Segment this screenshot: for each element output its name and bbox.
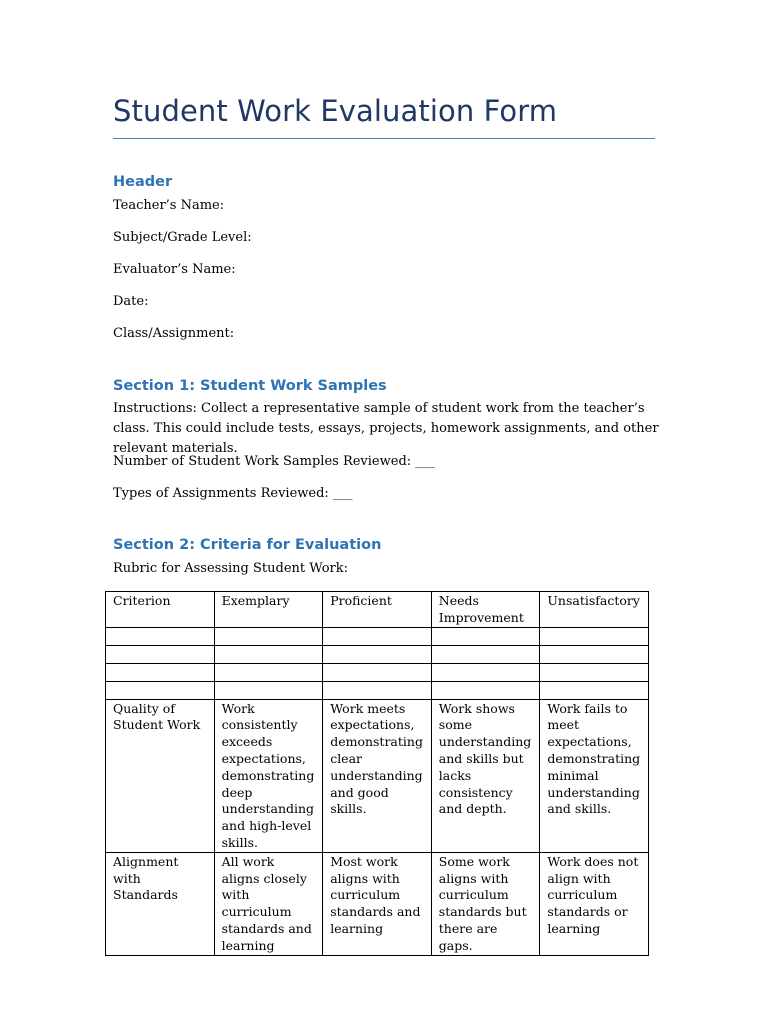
teacher-name-field: Teacher’s Name:: [113, 198, 225, 213]
subject-grade-field: Subject/Grade Level:: [113, 230, 252, 245]
blank-table-row: [106, 627, 649, 645]
blank-cell: [106, 645, 215, 663]
needs-improvement-cell: Some work aligns with curriculum standards but there are gaps.: [431, 852, 540, 955]
criterion-cell: Quality of Student Work: [106, 699, 215, 852]
column-header-unsatisfactory: Unsatisfactory: [540, 592, 649, 628]
blank-cell: [540, 681, 649, 699]
blank-cell: [323, 627, 432, 645]
proficient-cell: Work meets expectations, demonstrating clear understanding and good skills.: [323, 699, 432, 852]
assignment-types-field: Types of Assignments Reviewed: ___: [113, 486, 353, 501]
blank-cell: [431, 681, 540, 699]
unsatisfactory-cell: Work does not align with curriculum standards or learning: [540, 852, 649, 955]
blank-cell: [214, 681, 323, 699]
date-field: Date:: [113, 294, 149, 309]
blank-cell: [106, 681, 215, 699]
exemplary-cell: All work aligns closely with curriculum standards and learning: [214, 852, 323, 955]
exemplary-cell: Work consistently exceeds expectations, demonstrating deep understanding and high-level skills.: [214, 699, 323, 852]
document-title: Student Work Evaluation Form: [113, 94, 558, 128]
column-header-needs-improvement: Needs Improvement: [431, 592, 540, 628]
evaluator-name-field: Evaluator’s Name:: [113, 262, 236, 277]
title-underline: [113, 138, 655, 139]
needs-improvement-cell: Work shows some understanding and skills but lacks consistency and depth.: [431, 699, 540, 852]
blank-table-row: [106, 663, 649, 681]
blank-cell: [431, 663, 540, 681]
proficient-cell: Most work aligns with curriculum standards and learning: [323, 852, 432, 955]
column-header-proficient: Proficient: [323, 592, 432, 628]
blank-cell: [323, 663, 432, 681]
column-header-exemplary: Exemplary: [214, 592, 323, 628]
samples-reviewed-field: Number of Student Work Samples Reviewed: ___: [113, 454, 435, 469]
blank-cell: [540, 627, 649, 645]
blank-cell: [540, 645, 649, 663]
blank-table-row: [106, 645, 649, 663]
section1-heading: Section 1: Student Work Samples: [113, 378, 387, 394]
blank-cell: [106, 627, 215, 645]
blank-cell: [106, 663, 215, 681]
blank-cell: [323, 645, 432, 663]
blank-cell: [214, 663, 323, 681]
class-assignment-field: Class/Assignment:: [113, 326, 235, 341]
column-header-criterion: Criterion: [106, 592, 215, 628]
blank-cell: [431, 645, 540, 663]
section2-heading: Section 2: Criteria for Evaluation: [113, 537, 382, 553]
unsatisfactory-cell: Work fails to meet expectations, demonstrating minimal understanding and skills.: [540, 699, 649, 852]
rubric-caption: Rubric for Assessing Student Work:: [113, 561, 349, 576]
table-row-quality: [106, 699, 649, 852]
blank-cell: [431, 627, 540, 645]
table-row-alignment: [106, 852, 649, 955]
section1-instructions: Instructions: Collect a representative sample of student work from the teacher’s class. This could include tests, essays, projects, homework assignments, and other relevant materials.: [113, 401, 659, 456]
blank-cell: [214, 627, 323, 645]
header-section-heading: Header: [113, 174, 173, 190]
blank-cell: [214, 645, 323, 663]
criterion-cell: Alignment with Standards: [106, 852, 215, 955]
blank-table-row: [106, 681, 649, 699]
table-header-row: [106, 592, 649, 628]
blank-cell: [323, 681, 432, 699]
blank-cell: [540, 663, 649, 681]
rubric-table: [105, 591, 649, 956]
